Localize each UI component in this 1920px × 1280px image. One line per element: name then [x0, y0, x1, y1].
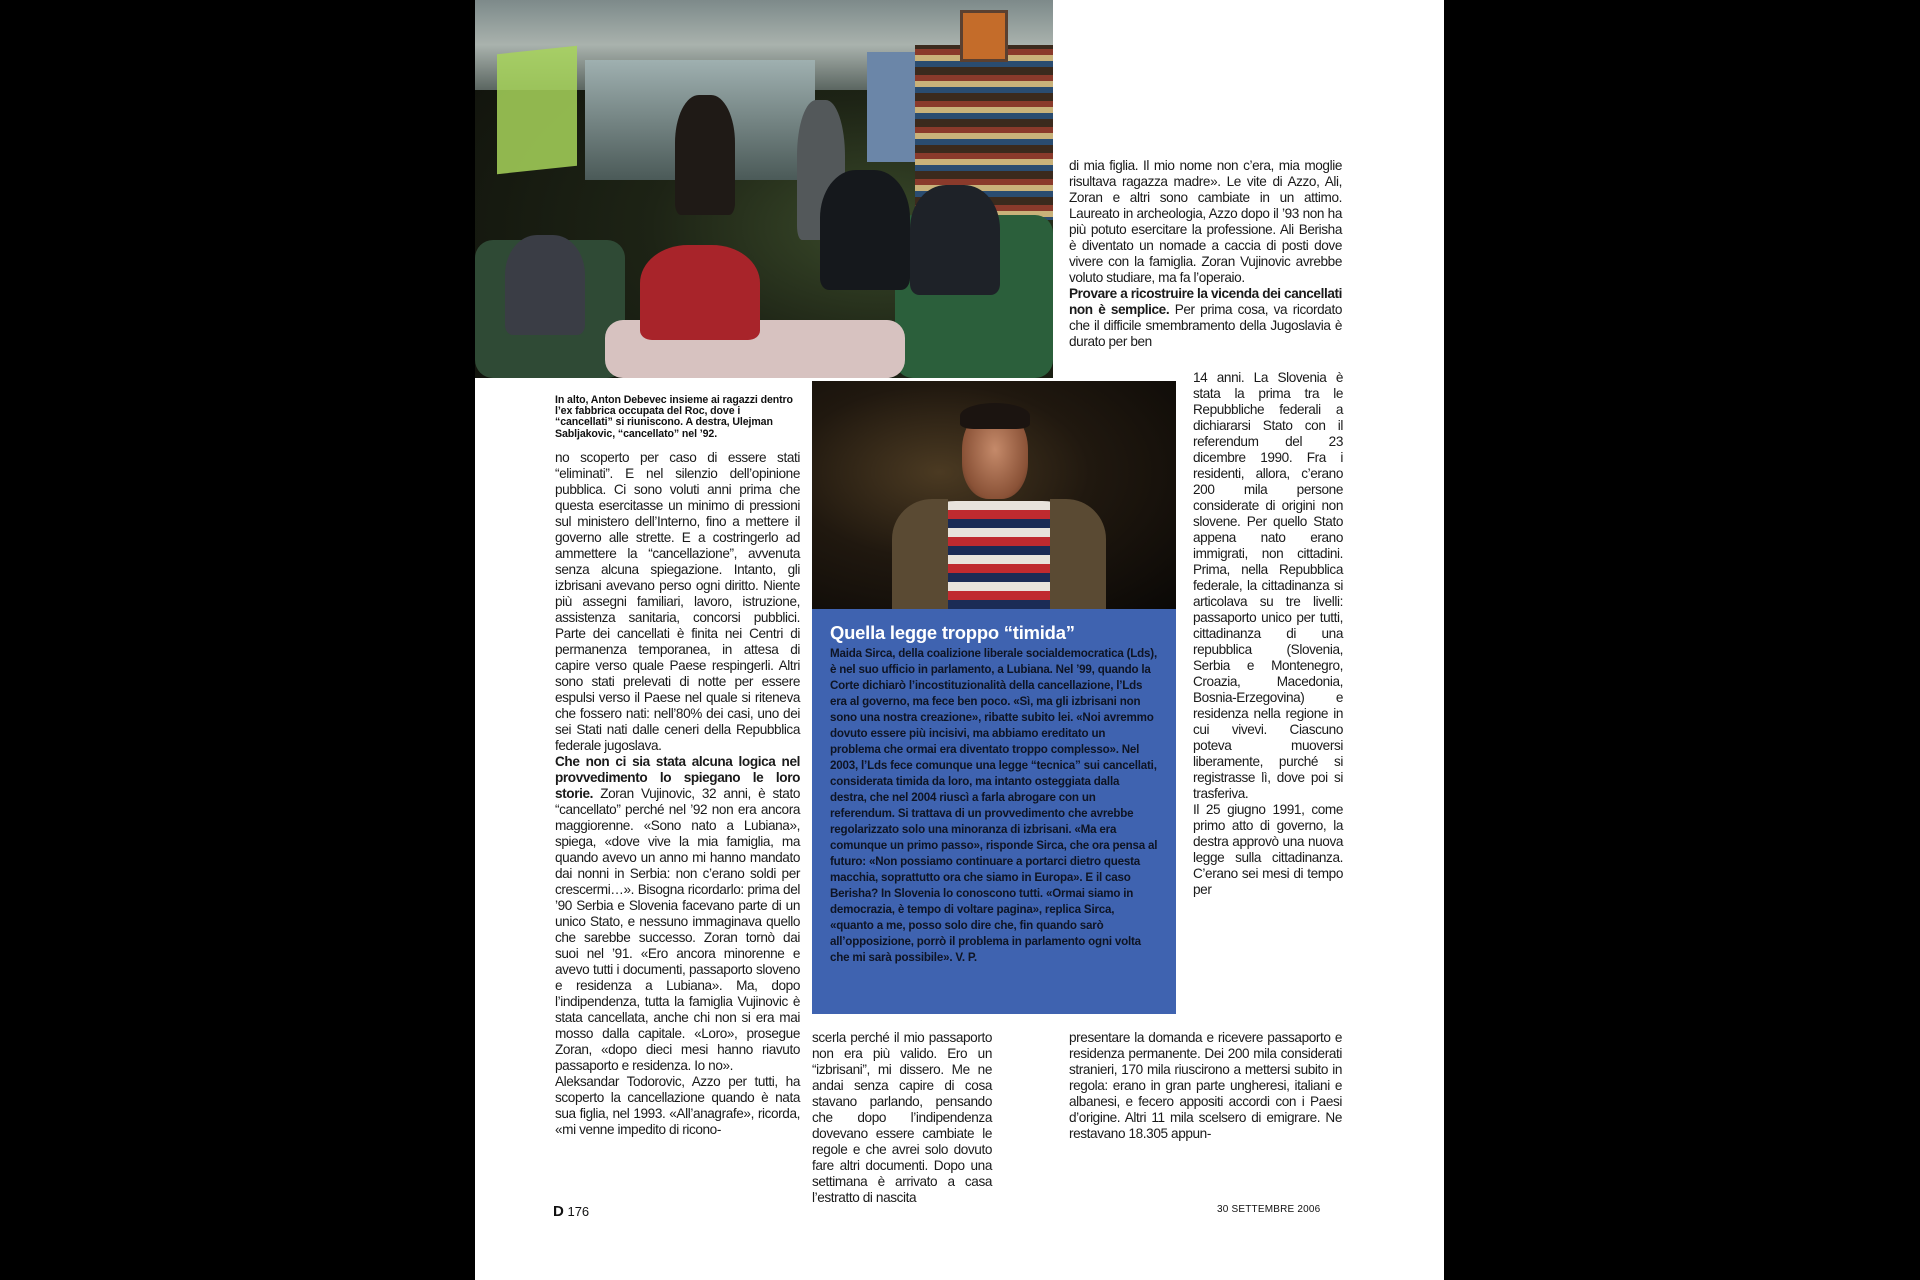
magazine-logo: D	[553, 1203, 564, 1220]
column-right-bottom	[1069, 1030, 1342, 1142]
column-left	[555, 450, 800, 1138]
photo-hair	[960, 403, 1030, 429]
photo-person	[820, 170, 910, 290]
paragraph: Per prima cosa, va ricordato che il difficile smembramento della Jugoslavia è durato per ben	[1069, 302, 1342, 349]
photo-caption: In alto, Anton Debevec insieme ai ragazzi dentro l’ex fabbrica occupata del Roc, dove i “cancellati” si riuniscono. A destra, Ulejman Sabljakovic, “cancellato” nel ’92.	[555, 394, 793, 440]
factory-photo	[475, 0, 1053, 378]
photo-picture-frame	[960, 10, 1008, 62]
photo-vest	[892, 499, 948, 609]
paragraph: no scoperto per caso di essere stati “eliminati”. E nel silenzio dell’opinione pubblica. Ci sono voluti anni prima che questa esercitasse un minimo di pressioni sul ministero dell’Interno, fino a mettere il governo alle strette. E a costringerlo ad ammettere la “cancellazione”, avvenuta senza alcuna spiegazione. Intanto, gli izbrisani avevano perso ogni diritto. Niente più assegni familiari, lavoro, istruzione, assistenza sanitaria, concorsi pubblici. Parte dei cancellati è finita nei Centri di permanenza temporanea, in attesa di capire verso quale Paese respingerli. Altri sono stati prelevati di notte per essere espulsi verso il Paese nel quale si riteneva che fossero nati: nell’80% dei casi, uno dei sei Stati nati dalle ceneri della Repubblica federale jugoslava.	[555, 450, 800, 753]
paragraph-lead: Provare a ricostruire la vicenda dei cancellati non è semplice.	[1069, 286, 1342, 317]
paragraph: di mia figlia. Il mio nome non c’era, mia moglie risultava ragazza madre». Le vite di Azzo, Ali, Zoran e altri sono cambiate in un attimo. Laureato in archeologia, Azzo dopo il ’93 non ha più potuto esercitare la professione. Ali Berisha è diventato un nomade a caccia di posti dove vivere con la famiglia. Zoran Vujinovic avrebbe voluto studiare, ma fa l’operaio.	[1069, 158, 1342, 285]
portrait-photo	[812, 381, 1176, 609]
photo-window	[497, 46, 577, 174]
paragraph: Aleksandar Todorovic, Azzo per tutti, ha scoperto la cancellazione quando è nata sua figlia, nel 1993. «All’anagrafe», ricorda, «mi venne impedito di ricono-	[555, 1074, 800, 1137]
paragraph: scerla perché il mio passaporto non era più valido. Ero un “izbrisani”, mi dissero. Me ne andai senza capire di cosa stavano parlando, pensando che dopo l’indipendenza dovevano essere cambiate le regole e che avrei solo dovuto fare altri documenti. Dopo una settimana è arrivato a casa l’estratto di nascita	[812, 1030, 992, 1205]
photo-person	[675, 95, 735, 215]
photo-person	[640, 245, 760, 340]
column-middle-bottom	[812, 1030, 992, 1206]
box-title: Quella legge troppo “timida”	[830, 622, 1075, 643]
magazine-page	[475, 0, 1444, 1280]
column-right-top	[1069, 158, 1342, 350]
paragraph: 14 anni. La Slovenia è stata la prima tra le Repubbliche federali a dichiararsi Stato con il referendum del 23 dicembre 1990. Fra i residenti, allora, c’erano 200 mila persone considerate di origini non slovene. Per quello Stato appena nato erano immigrati, non cittadini. Prima, nella Repubblica federale, la cittadinanza si articolava su tre livelli: passaporto unico per tutti, cittadinanza di una repubblica (Slovenia, Serbia e Montenegro, Croazia, Macedonia, Bosnia-Erzegovina) e residenza nella regione in cui vivevi. Ciascuno poteva muoversi liberamente, purché si registrasse lì, dove poi si trasferiva.	[1193, 370, 1343, 801]
paragraph: Zoran Vujinovic, 32 anni, è stato “cancellato” perché nel ’92 non era ancora maggiorenne. «Sono nato a Lubiana», spiega, «dove vive la mia famiglia, ma quando avevo un anno mi hanno mandato dai nonni in Serbia: non c’erano soldi per crescermi…». Bisogna ricordarlo: prima del ’90 Serbia e Slovenia facevano parte di un unico Stato, e nessuno immaginava quello che sarebbe successo. Zoran tornò dai suoi nel ’91. «Ero ancora minorenne e avevo tutti i documenti, passaporto sloveno e residenza a Lubiana». Ma, dopo l’indipendenza, tutta la famiglia Vujinovic è stata cancellata, anche chi non si era mai mosso dalla capitale. «Loro», prosegue Zoran, «dopo dieci mesi hanno riavuto passaporto e residenza. Io no».	[555, 786, 800, 1073]
column-right-narrow	[1193, 370, 1343, 898]
sidebar-box	[812, 609, 1176, 1014]
box-body: Maida Sirca, della coalizione liberale socialdemocratica (Lds), è nel suo ufficio in parlamento, a Lubiana. Nel ’99, quando la Corte dichiarò l’incostituzionalità della cancellazione, l’Lds era al governo, ma fece ben poco. «Sì, ma gli izbrisani non sono una nostra creazione», ribatte subito lei. «Noi avremmo dovuto essere più incisivi, ma abbiamo ereditato un problema che ormai era diventato troppo complesso». Nel 2003, l’Lds fece comunque una legge “tecnica” sui cancellati, considerata timida da loro, ma intanto osteggiata dalla destra, che nel 2004 riuscì a farla abrogare con un referendum. Si trattava di un provvedimento che avrebbe regolarizzato solo una minoranza di izbrisani. «Ma era comunque un primo passo», risponde Sirca, che ora pensa al futuro: «Non possiamo continuare a portarci dietro questa macchia, soprattutto ora che siamo in Europa». E il caso Berisha? In Slovenia lo conoscono tutti. «Ormai siamo in democrazia, è tempo di voltare pagina», replica Sirca, «quanto a me, posso solo dire che, fin quando sarò all’opposizione, porrò il problema in parlamento ogni volta che mi sarà possibile». V. P.	[830, 647, 1158, 964]
photo-door	[867, 52, 915, 162]
paragraph: Il 25 giugno 1991, come primo atto di governo, la destra approvò una nuova legge sulla cittadinanza. C’erano sei mesi di tempo per	[1193, 802, 1343, 897]
photo-vest	[1050, 499, 1106, 609]
paragraph-lead: Che non ci sia stata alcuna logica nel provvedimento lo spiegano le loro storie.	[555, 754, 800, 801]
photo-person	[910, 185, 1000, 295]
issue-date: 30 SETTEMBRE 2006	[1217, 1204, 1321, 1215]
photo-person	[505, 235, 585, 335]
paragraph: presentare la domanda e ricevere passaporto e residenza permanente. Dei 200 mila considerati stranieri, 170 mila riuscirono a mettersi subito in regola: erano in gran parte ungheresi, italiani e albanesi, e fecero appositi accordi con i Paesi d’origine. Altri 11 mila scelsero di emigrare. Ne restavano 18.305 appun-	[1069, 1030, 1342, 1141]
page-number: 176	[567, 1204, 590, 1219]
folio	[553, 1203, 589, 1220]
